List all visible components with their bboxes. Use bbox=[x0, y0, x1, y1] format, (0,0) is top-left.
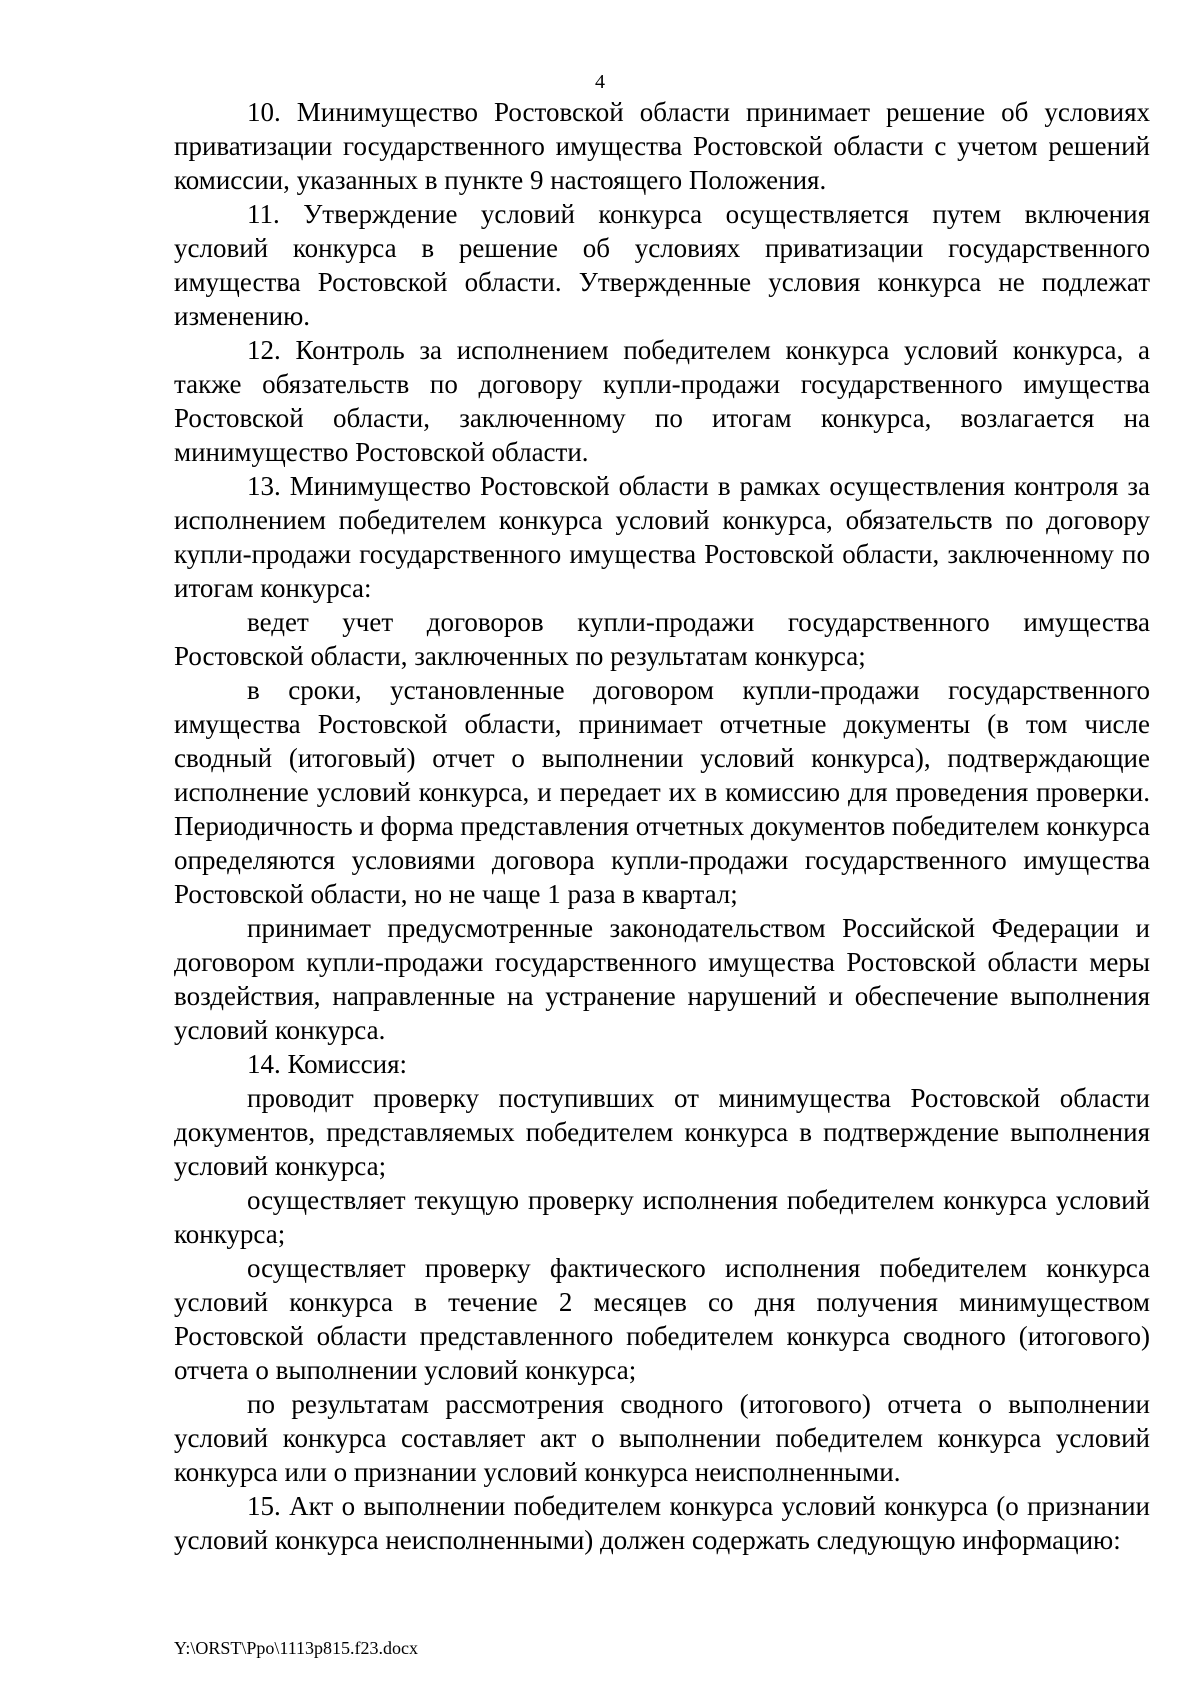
paragraph-15: 15. Акт о выполнении победителем конкурса условий конкурса (о признании условий конкурса неисполненными) должен содержать следующую информацию: bbox=[174, 1491, 1150, 1555]
paragraph-14-item-3: осуществляет проверку фактического исполнения победителем конкурса условий конкурса в течение 2 месяцев со дня получения минимуществом Ростовской области представленного победителем конкурса сводного (итогового) отчета о выполнении условий конкурса; bbox=[174, 1253, 1150, 1385]
paragraph-14: 14. Комиссия: bbox=[247, 1049, 408, 1079]
paragraph-12: 12. Контроль за исполнением победителем конкурса условий конкурса, а также обязательств по договору купли-продажи государственного имущества Ростовской области, заключенному по итогам конкурса, возлагается на минимущество Ростовской области. bbox=[174, 335, 1150, 467]
page-number: 4 bbox=[595, 71, 605, 93]
footer-file-path: Y:\ORST\Ppo\1113p815.f23.docx bbox=[174, 1638, 419, 1658]
document-body bbox=[174, 95, 1150, 1557]
paragraph-10: 10. Минимущество Ростовской области принимает решение об условиях приватизации государственного имущества Ростовской области с учетом решений комиссии, указанных в пункте 9 настоящего Положения. bbox=[174, 97, 1150, 195]
paragraph-13: 13. Минимущество Ростовской области в рамках осуществления контроля за исполнением победителем конкурса условий конкурса, обязательств по договору купли-продажи государственного имущества Ростовской области, заключенному по итогам конкурса: bbox=[174, 471, 1150, 603]
paragraph-14-item-1: проводит проверку поступивших от минимущества Ростовской области документов, представляемых победителем конкурса в подтверждение выполнения условий конкурса; bbox=[174, 1083, 1150, 1181]
paragraph-13-item-3: принимает предусмотренные законодательством Российской Федерации и договором купли-продажи государственного имущества Ростовской области меры воздействия, направленные на устранение нарушений и обеспечение выполнения условий конкурса. bbox=[174, 913, 1150, 1045]
paragraph-14-item-2: осуществляет текущую проверку исполнения победителем конкурса условий конкурса; bbox=[174, 1185, 1150, 1249]
paragraph-11: 11. Утверждение условий конкурса осуществляется путем включения условий конкурса в решение об условиях приватизации государственного имущества Ростовской области. Утвержденные условия конкурса не подлежат изменению. bbox=[174, 199, 1150, 331]
paragraph-13-item-2: в сроки, установленные договором купли-продажи государственного имущества Ростовской области, принимает отчетные документы (в том числе сводный (итоговый) отчет о выполнении условий конкурса), подтверждающие исполнение условий конкурса, и передает их в комиссию для проведения проверки. Периодичность и форма представления отчетных документов победителем конкурса определяются условиями договора купли-продажи государственного имущества Ростовской области, но не чаще 1 раза в квартал; bbox=[174, 675, 1150, 909]
paragraph-14-item-4: по результатам рассмотрения сводного (итогового) отчета о выполнении условий конкурса составляет акт о выполнении победителем конкурса условий конкурса или о признании условий конкурса неисполненными. bbox=[174, 1389, 1150, 1487]
paragraph-13-item-1: ведет учет договоров купли-продажи государственного имущества Ростовской области, заключенных по результатам конкурса; bbox=[174, 607, 1150, 671]
